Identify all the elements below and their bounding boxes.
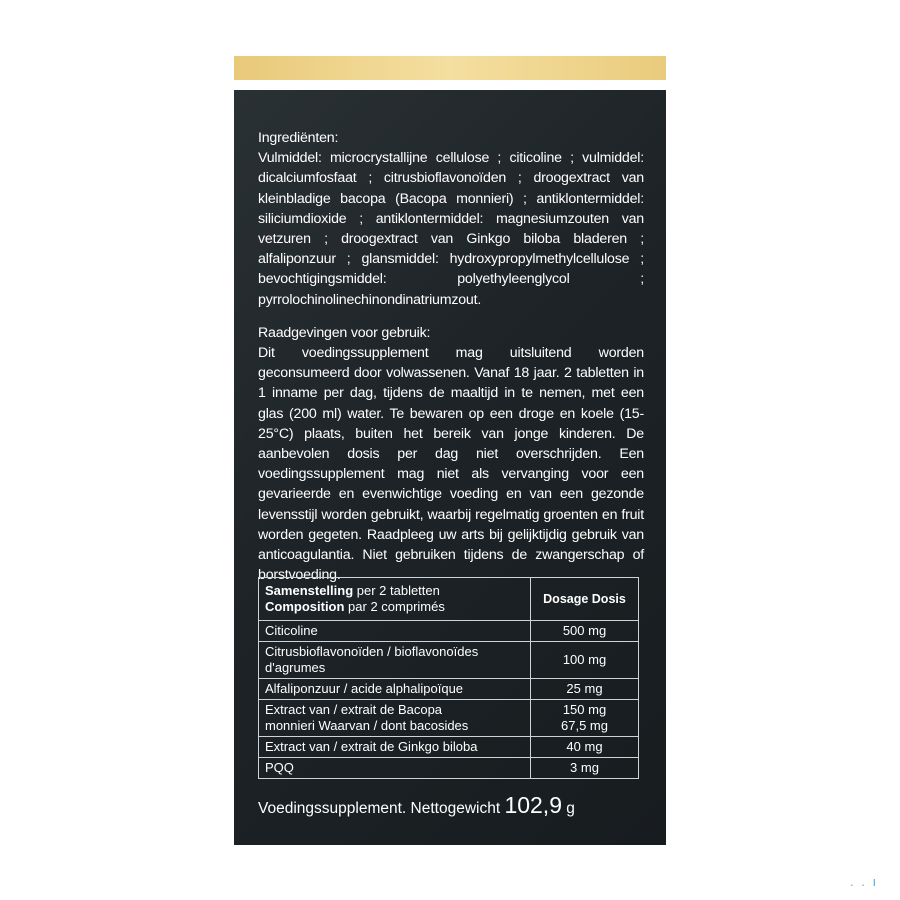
- net-weight-label: Voedingssupplement. Nettogewicht: [258, 800, 505, 817]
- header-nl-bold: Samenstelling: [265, 583, 354, 598]
- usage-text: Dit voedingssupplement mag uitsluitend worden geconsumeerd door volwassenen. Vanaf 18 jaar. 2 tabletten in 1 inname per dag, tijdens de maaltijd in te nemen, met een glas (200 ml) water. Te bewaren op een droge en koele (15-25°C) plaats, buiten het bereik van jonge kinderen. De aanbevolen dosis per dag niet overschrijden. Een voedingssupplement mag niet als vervanging voor een gevarieerde en evenwichtige voeding en van een gezonde levensstijl worden gebruikt, waarbij regelmatig groenten en fruit worden gegeten. Raadpleeg uw arts bij gelijktijdig gebruik van anticoagulantia. Niet gebruiken tijdens de zwangerschap of borstvoeding.: [258, 345, 644, 584]
- ingredient-dose: 40 mg: [531, 737, 639, 758]
- ingredient-dose: 500 mg: [531, 621, 639, 642]
- net-weight-line: [258, 792, 575, 819]
- ingredient-name: PQQ: [259, 758, 531, 779]
- label-panel: [234, 90, 666, 845]
- composition-table: [258, 577, 639, 779]
- ingredient-dose: 100 mg: [531, 642, 639, 679]
- table-row: [259, 737, 639, 758]
- net-weight-value: 102,9: [504, 792, 562, 818]
- dose-header: Dosage Dosis: [531, 578, 639, 621]
- ingredients-text: Vulmiddel: microcrystallijne cellulose ; citicoline ; vulmiddel: dicalciumfosfaat ; citrusbioflavonoïden ; droogextract van kleinbladige bacopa (Bacopa monnieri) ; antiklontermiddel: siliciumdioxide ; antiklontermiddel: magnesiumzouten van vetzuren ; droogextract van Ginkgo biloba bladeren ; alfaliponzuur ; glansmiddel: hydroxypropylmethylcellulose ; bevochtigingsmiddel: polyethyleenglycol ; pyrrolochinolinechinondinatriumzout.: [258, 150, 644, 308]
- ingredient-name: [259, 700, 531, 737]
- ingredient-name: Citrusbioflavonoïden / bioflavonoïdes d'agrumes: [259, 642, 531, 679]
- gold-top-band: [234, 56, 666, 80]
- table-row: [259, 700, 639, 737]
- ingredient-dose-line2: 67,5 mg: [561, 718, 608, 733]
- ingredient-name-line1: Extract van / extrait de Bacopa: [265, 702, 443, 717]
- table-row: [259, 621, 639, 642]
- ingredients-title: Ingrediënten:: [258, 130, 339, 146]
- table-row: [259, 679, 639, 700]
- table-header-row: [259, 578, 639, 621]
- ingredient-dose-line1: 150 mg: [562, 702, 607, 717]
- header-fr-rest: par 2 comprimés: [344, 599, 445, 614]
- net-weight-unit: g: [562, 800, 575, 817]
- header-nl-rest: per 2 tabletten: [353, 583, 440, 598]
- ingredient-name: Citicoline: [259, 621, 531, 642]
- ingredient-name: Alfaliponzuur / acide alphalipoïque: [259, 679, 531, 700]
- composition-header: [259, 578, 531, 621]
- ingredient-dose: [531, 700, 639, 737]
- ingredient-dose: 25 mg: [531, 679, 639, 700]
- ingredient-dose: 3 mg: [531, 758, 639, 779]
- ingredient-name-line2: monnieri Waarvan / dont bacosides: [265, 718, 469, 733]
- table-row: [259, 642, 639, 679]
- ingredient-name: Extract van / extrait de Ginkgo biloba: [259, 737, 531, 758]
- header-fr-bold: Composition: [265, 599, 345, 614]
- corner-watermark: . . ı: [850, 874, 879, 889]
- table-row: [259, 758, 639, 779]
- usage-title: Raadgevingen voor gebruik:: [258, 324, 431, 341]
- label-text-block: [258, 128, 644, 585]
